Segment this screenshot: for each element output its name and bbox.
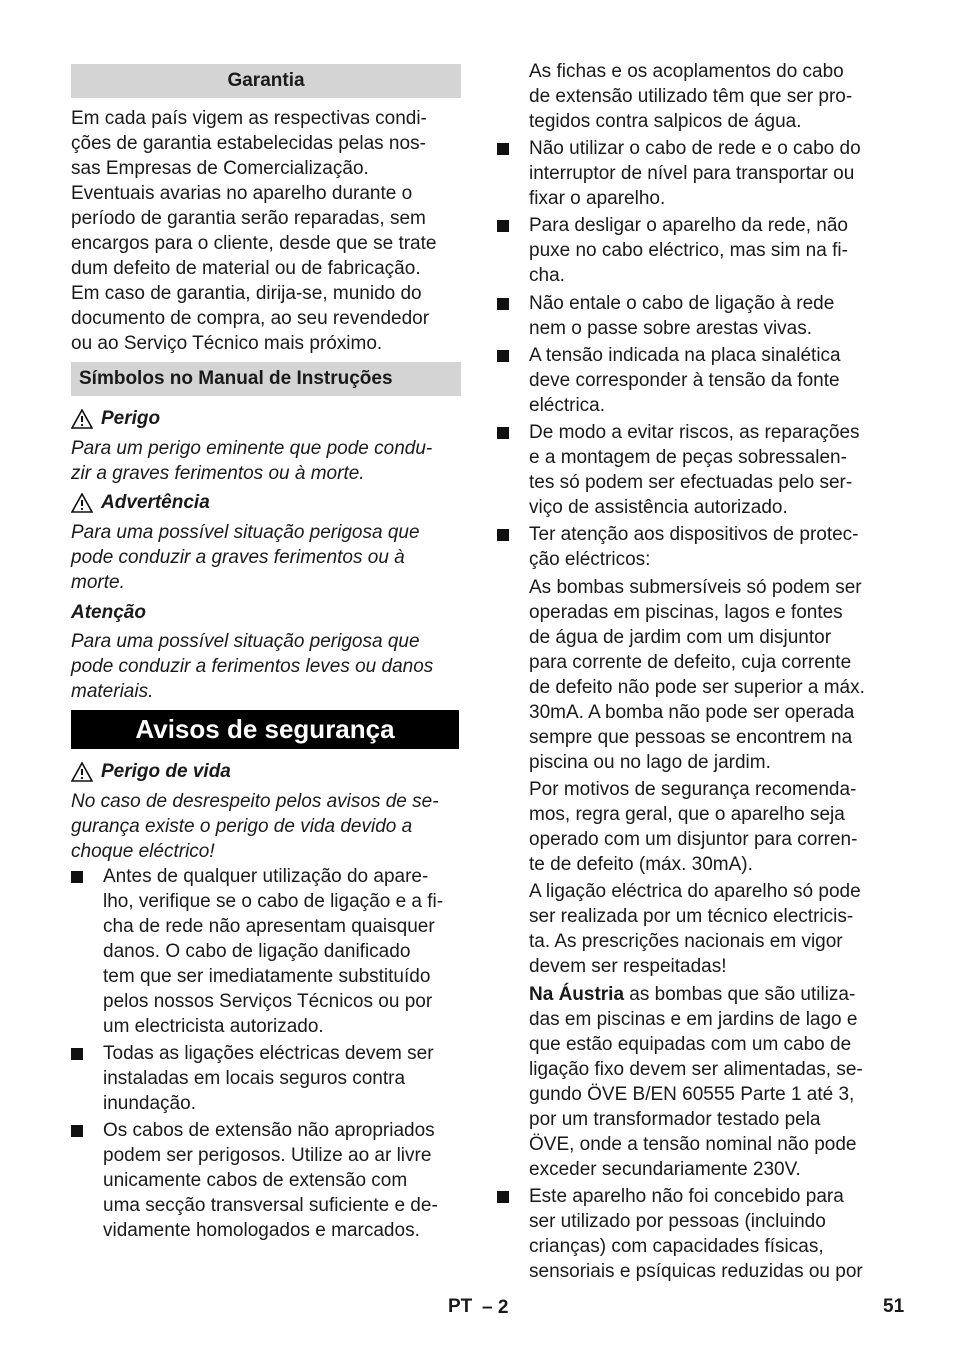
text-line: ção eléctricos: [529, 549, 651, 570]
text-line: cha. [529, 265, 565, 286]
bullet-item [497, 136, 892, 211]
text-line: zir a graves ferimentos ou à morte. [71, 463, 365, 484]
text-line: sempre que pessoas se encontrem na [529, 727, 853, 748]
text-line: deve corresponder à tensão da fonte [529, 370, 840, 391]
bullet-square-icon [497, 427, 509, 439]
text-line: dum defeito de material ou de fabricação. [71, 258, 421, 279]
perigo-label: Perigo [101, 407, 161, 429]
footer-page-label: – 2 [482, 1297, 509, 1318]
text-line: ções de garantia estabelecidas pelas nos- [71, 133, 426, 154]
electrical-connection-text [497, 879, 892, 979]
text-line: ser utilizado por pessoas (incluindo [529, 1211, 826, 1232]
bullet-text [529, 420, 860, 520]
bullet-item [71, 864, 471, 1039]
text-line: instaladas em locais seguros contra [103, 1068, 406, 1089]
text-line: Este aparelho não foi concebido para [529, 1186, 844, 1207]
text-line: que estão equipadas com um cabo de [529, 1034, 852, 1055]
text-line: 30mA. A bomba não pode ser operada [529, 702, 855, 723]
austria-first-rest: as bombas que são utiliza- [624, 984, 856, 1005]
text-line: para corrente de defeito, cuja corrente [529, 652, 852, 673]
text-line: ligação fixo devem ser alimentadas, se- [529, 1059, 863, 1080]
text-line: ÖVE, onde a tensão nominal não pode [529, 1134, 857, 1155]
bullet-square-icon [497, 1191, 509, 1203]
text-line: pode conduzir a graves ferimentos ou à [71, 547, 405, 568]
text-line: Em cada país vigem as respectivas condi- [71, 108, 427, 129]
bullet-item [497, 213, 892, 288]
text-line: Para uma possível situação perigosa que [71, 631, 420, 652]
text-line: As bombas submersíveis só podem ser [529, 577, 862, 598]
atencao-text [71, 629, 471, 704]
perigo-text [71, 436, 471, 486]
extension-cable-text [497, 59, 892, 134]
bullet-item [497, 1184, 892, 1284]
garantia-text [71, 106, 471, 356]
bullet-item [497, 522, 892, 572]
text-line: de água de jardim com um disjuntor [529, 627, 832, 648]
bullet-text [529, 1184, 863, 1284]
text-line: As fichas e os acoplamentos do cabo [529, 61, 844, 82]
bullet-item [71, 1118, 471, 1243]
text-line: encargos para o cliente, desde que se trate [71, 233, 437, 254]
text-line: gundo ÖVE B/EN 60555 Parte 1 até 3, [529, 1084, 855, 1105]
text-line: de defeito não pode ser superior a máx. [529, 677, 865, 698]
bullet-text [529, 291, 834, 341]
text-line: e a montagem de peças sobressalen- [529, 447, 847, 468]
text-line: exceder secundariamente 230V. [529, 1159, 801, 1180]
advertencia-label-row [71, 490, 210, 515]
bullet-square-icon [71, 1125, 83, 1137]
bullet-text [529, 213, 848, 288]
text-line: ta. As prescrições nacionais em vigor [529, 931, 843, 952]
text-line: cha de rede não apresentam quaisquer [103, 916, 435, 937]
bullet-item [497, 291, 892, 341]
text-line: puxe no cabo eléctrico, mas sim na fi- [529, 240, 848, 261]
perigo-vida-text [71, 789, 471, 864]
garantia-heading: Garantia [71, 64, 461, 98]
text-line: Antes de qualquer utilização do apare- [103, 866, 429, 887]
perigo-label-row [71, 406, 160, 431]
bullet-square-icon [497, 350, 509, 362]
bullet-square-icon [497, 298, 509, 310]
austria-bold: Na Áustria [529, 984, 625, 1005]
text-line: pode conduzir a ferimentos leves ou danos [71, 656, 434, 677]
bullet-square-icon [71, 871, 83, 883]
text-line: choque eléctrico! [71, 841, 215, 862]
text-line: período de garantia serão reparadas, sem [71, 208, 426, 229]
text-line: tes só podem ser efectuadas pelo ser- [529, 472, 853, 493]
text-line: sensoriais e psíquicas reduzidas ou por [529, 1261, 863, 1282]
text-line: gurança existe o perigo de vida devido a [71, 816, 413, 837]
text-line: inundação. [103, 1093, 196, 1114]
text-line: Ter atenção aos dispositivos de protec- [529, 524, 859, 545]
text-line: ou ao Serviço Técnico mais próximo. [71, 333, 383, 354]
bullet-item [497, 343, 892, 418]
text-line: No caso de desrespeito pelos avisos de se- [71, 791, 439, 812]
footer-lang: PT [448, 1296, 473, 1317]
perigo-vida-label-row [71, 759, 231, 784]
bullet-text [529, 522, 859, 572]
text-line: viço de assistência autorizado. [529, 497, 788, 518]
text-line: nem o passe sobre arestas vivas. [529, 318, 813, 339]
page-number: 51 [883, 1296, 905, 1317]
text-line: Para uma possível situação perigosa que [71, 522, 420, 543]
bullet-text [529, 343, 841, 418]
text-line: pelos nossos Serviços Técnicos ou por [103, 991, 433, 1012]
austria-lines [529, 1007, 892, 1182]
warning-triangle-icon [71, 762, 93, 782]
text-line: uma secção transversal suficiente e de- [103, 1195, 438, 1216]
text-line: eléctrica. [529, 395, 606, 416]
text-line: piscina ou no lago de jardim. [529, 752, 771, 773]
text-line: Não entale o cabo de ligação à rede [529, 293, 835, 314]
bullet-square-icon [71, 1048, 83, 1060]
text-line: podem ser perigosos. Utilize ao ar livre [103, 1145, 432, 1166]
text-line: Por motivos de segurança recomenda- [529, 779, 857, 800]
bullet-square-icon [497, 220, 509, 232]
text-line: unicamente cabos de extensão com [103, 1170, 408, 1191]
bullet-item [71, 1041, 471, 1116]
safety-recommendation-text [497, 777, 892, 877]
warning-triangle-icon [71, 409, 93, 429]
text-line: Os cabos de extensão não apropriados [103, 1120, 435, 1141]
text-line: Em caso de garantia, dirija-se, munido do [71, 283, 422, 304]
text-line: operadas em piscinas, lagos e fontes [529, 602, 843, 623]
text-line: danos. O cabo de ligação danificado [103, 941, 411, 962]
bullet-item [497, 420, 892, 520]
text-line: por um transformador testado pela [529, 1109, 821, 1130]
text-line: A ligação eléctrica do aparelho só pode [529, 881, 861, 902]
advertencia-label: Advertência [101, 491, 210, 513]
text-line: fixar o aparelho. [529, 188, 666, 209]
text-line: Todas as ligações eléctricas devem ser [103, 1043, 434, 1064]
text-line: crianças) com capacidades físicas, [529, 1236, 824, 1257]
text-line: vidamente homologados e marcados. [103, 1220, 420, 1241]
text-line: Para desligar o aparelho da rede, não [529, 215, 849, 236]
bullet-text [103, 1118, 438, 1243]
text-line: ser realizada por um técnico electricis- [529, 906, 854, 927]
text-line: mos, regra geral, que o aparelho seja [529, 804, 845, 825]
simbolos-heading: Símbolos no Manual de Instruções [71, 362, 461, 396]
bullet-square-icon [497, 143, 509, 155]
perigo-vida-label: Perigo de vida [101, 760, 231, 782]
text-line: sas Empresas de Comercialização. [71, 158, 369, 179]
text-line: A tensão indicada na placa sinalética [529, 345, 841, 366]
text-line: materiais. [71, 681, 154, 702]
text-line: tegidos contra salpicos de água. [529, 111, 802, 132]
bullet-text [103, 864, 443, 1039]
avisos-heading: Avisos de segurança [71, 710, 459, 749]
text-line: um electricista autorizado. [103, 1016, 324, 1037]
text-line: Para um perigo eminente que pode condu- [71, 438, 433, 459]
warning-triangle-icon [71, 493, 93, 513]
text-line: de extensão utilizado têm que ser pro- [529, 86, 853, 107]
text-line: operado com um disjuntor para corren- [529, 829, 858, 850]
austria-text [497, 982, 892, 1182]
text-line: De modo a evitar riscos, as reparações [529, 422, 860, 443]
text-line: tem que ser imediatamente substituído [103, 966, 431, 987]
text-line: interruptor de nível para transportar ou [529, 163, 855, 184]
text-line: Não utilizar o cabo de rede e o cabo do [529, 138, 861, 159]
bullet-text [103, 1041, 434, 1116]
submersible-pumps-text [497, 575, 892, 775]
text-line: documento de compra, ao seu revendedor [71, 308, 430, 329]
bullet-square-icon [497, 529, 509, 541]
text-line: lho, verifique se o cabo de ligação e a fi- [103, 891, 444, 912]
text-line: Eventuais avarias no aparelho durante o [71, 183, 413, 204]
bullet-text [529, 136, 861, 211]
text-line: morte. [71, 572, 125, 593]
text-line: devem ser respeitadas! [529, 956, 727, 977]
text-line: te de defeito (máx. 30mA). [529, 854, 753, 875]
advertencia-text [71, 520, 471, 595]
atencao-label: Atenção [71, 601, 146, 623]
text-line: das em piscinas e em jardins de lago e [529, 1009, 858, 1030]
